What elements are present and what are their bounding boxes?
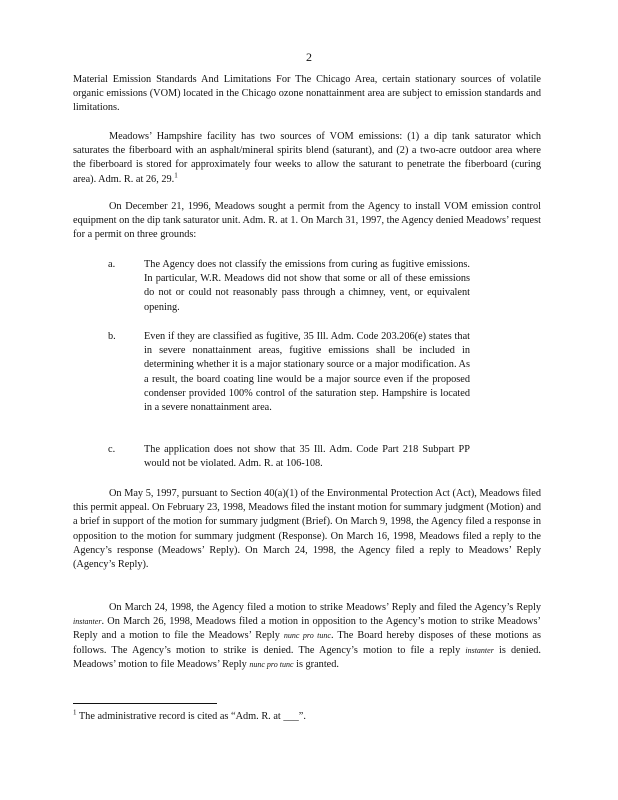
motions-text: is granted. [296,658,339,670]
paragraph-procedural-history: On May 5, 1997, pursuant to Section 40(a)(1) of the Environmental Protection Act (Act), Meadows filed this permit appeal. On February 23, 1998, Meadows filed the instant motion for summary judgment (Motion) and a brief in support of the motion for summary judgment (Brief). On March 9, 1998, the Agency filed a response in opposition to the motion for summary judgment (Response). On March 16, 1998, Meadows filed a reply to the Agency’s response (Meadows’ Reply). On March 24, 1998, the Agency filed a reply to Meadows’ Reply (Agency’s Reply). [73,488,541,571]
motions-text: is denied. Meadows’ motion to file Meadows’ Reply [73,644,541,670]
latin-term: instanter [73,617,102,627]
list-item-text: The application does not show that 35 Ill. Adm. Code Part 218 Subpart PP would not be violated. Adm. R. at 106-108. [144,444,470,470]
list-marker: c. [108,444,116,455]
footnote-divider [73,703,217,704]
footnote [73,710,541,724]
latin-term: instanter [465,645,494,655]
paragraph-vom-sources-text: Meadows’ Hampshire facility has two sources of VOM emissions: (1) a dip tank saturator which saturates the fiberboard with an asphalt/mineral spirits blend (saturant), and (2) a two-acre outdoor area where the fiberboard is stored for approximately four weeks to allow the saturant to penetrate the fiberboard (curing area). Adm. R. at 26, 29. [73,131,541,185]
list-marker: b. [108,331,116,342]
footnote-reference: 1 [174,171,178,180]
list-item-text: Even if they are classified as fugitive, 35 Ill. Adm. Code 203.206(e) states that in severe nonattainment areas, fugitive emissions shall be included in determining whether it is a major stationary source or a major modification. As a result, the board coating line would be a major source even if the proposed condenser provided 100% control of the saturation step. Hampshire is located in a severe nonattainment area. [144,331,470,414]
motions-text: . The Board hereby disposes of these motions as follows. The Agency’s motion to strike is denied. The Agency’s motion to file a reply [73,630,541,656]
motions-text: . On March 26, 1998, Meadows filed a motion in opposition to the Agency’s motion to strike Meadows’ Reply and a motion to file the Meadows’ Reply [73,616,541,642]
list-item-text: The Agency does not classify the emissions from curing as fugitive emissions. In particular, W.R. Meadows did not show that some or all of these emissions do not or could not reasonably pass through a chimney, vent, or equivalent opening. [144,259,470,313]
latin-term: nunc pro tunc [249,659,294,669]
footnote-number: 1 [73,708,77,717]
motions-text: On March 24, 1998, the Agency filed a motion to strike Meadows’ Reply and filed the Agency’s Reply [109,602,541,613]
list-marker: a. [108,259,116,270]
paragraph-vom-sources [73,130,541,187]
page-number: 2 [306,50,312,64]
paragraph-permit-request: On December 21, 1996, Meadows sought a permit from the Agency to install VOM emission control equipment on the dip tank saturator unit. Adm. R. at 1. On March 31, 1997, the Agency denied Meadows’ request for a permit on three grounds: [73,201,541,241]
paragraph-motions [73,601,541,672]
latin-term: nunc pro tunc [283,631,331,641]
footnote-text: The administrative record is cited as “Adm. R. at ___”. [78,711,306,722]
paragraph-emission-standards: Material Emission Standards And Limitations For The Chicago Area, certain stationary sources of volatile organic emissions (VOM) located in the Chicago ozone nonattainment area are subject to emission standards and limitations. [73,74,541,114]
